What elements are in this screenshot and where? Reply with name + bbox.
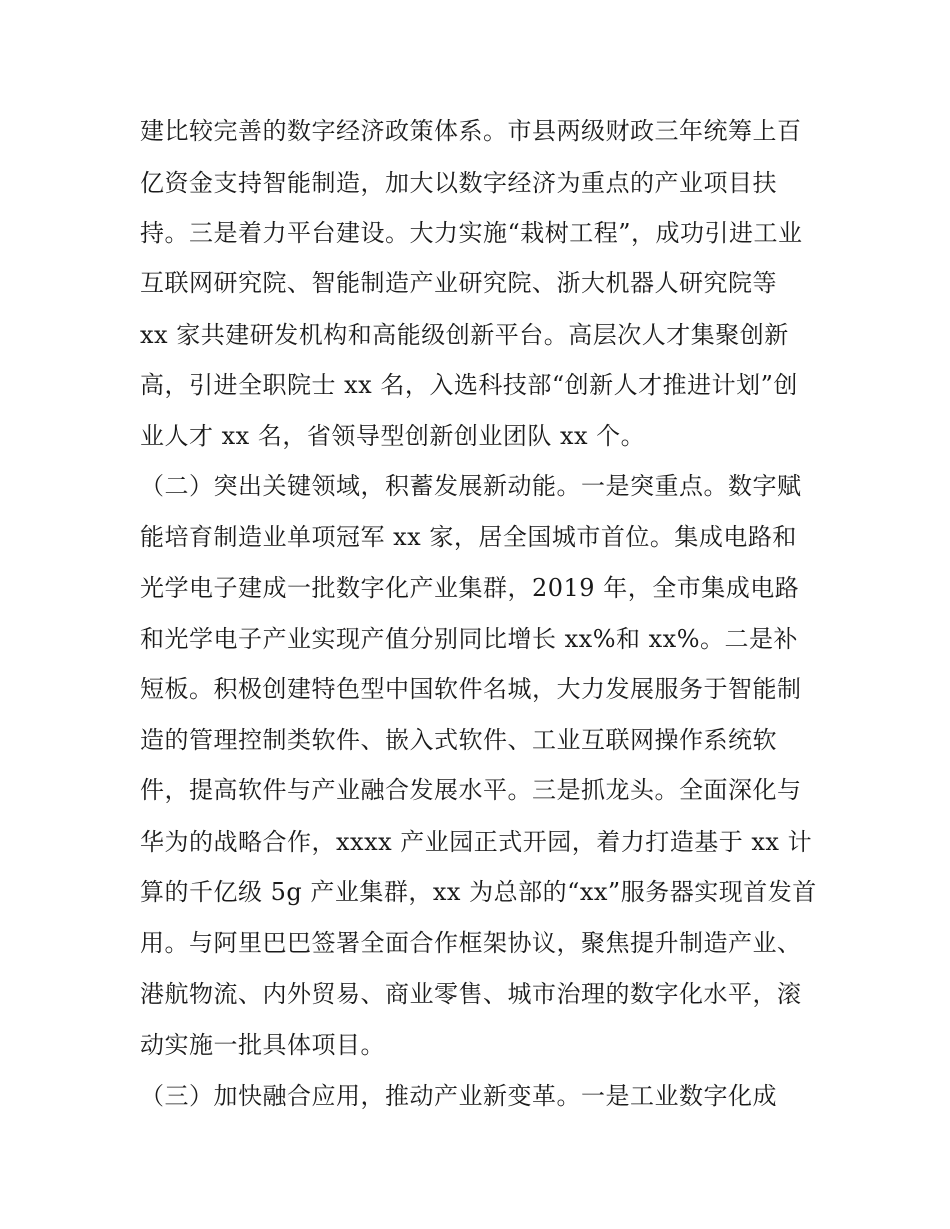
text-line: 华为的战略合作，xxxx 产业园正式开园，着力打造基于 xx 计: [140, 828, 813, 856]
text-line: 短板。积极创建特色型中国软件名城，大力发展服务于智能制: [140, 675, 802, 703]
text-line: 动实施一批具体项目。: [140, 1031, 385, 1059]
text-line: 用。与阿里巴巴签署全面合作框架协议，聚焦提升制造产业、: [140, 929, 802, 957]
text-line: 造的管理控制类软件、嵌入式软件、工业互联网操作系统软: [140, 726, 777, 754]
text-line: 高，引进全职院士 xx 名，入选科技部“创新人才推进计划”创: [140, 371, 798, 399]
text-line: 持。三是着力平台建设。大力实施“栽树工程”，成功引进工业: [140, 219, 803, 247]
text-line: 算的千亿级 5g 产业集群，xx 为总部的“xx”服务器实现首发首: [140, 878, 817, 906]
text-line: 业人才 xx 名，省领导型创新创业团队 xx 个。: [140, 422, 646, 450]
text-line: 互联网研究院、智能制造产业研究院、浙大机器人研究院等: [140, 269, 777, 297]
text-line: 亿资金支持智能制造，加大以数字经济为重点的产业项目扶: [140, 169, 777, 197]
text-line: 光学电子建成一批数字化产业集群，2019 年，全市集成电路: [140, 574, 800, 602]
text-line: 和光学电子产业实现产值分别同比增长 xx%和 xx%。二是补: [140, 625, 799, 653]
text-line: 件，提高软件与产业融合发展水平。三是抓龙头。全面深化与: [140, 776, 802, 804]
text-line: 能培育制造业单项冠军 xx 家，居全国城市首位。集成电路和: [140, 523, 797, 551]
text-line: 建比较完善的数字经济政策体系。市县两级财政三年统筹上百: [140, 117, 802, 145]
text-line: xx 家共建研发机构和高能级创新平台。高层次人才集聚创新: [140, 321, 789, 349]
paragraph-heading-line: （二）突出关键领域，积蓄发展新动能。一是突重点。数字赋: [140, 472, 802, 500]
paragraph-heading-line: （三）加快融合应用，推动产业新变革。一是工业数字化成: [140, 1082, 777, 1110]
text-line: 港航物流、内外贸易、商业零售、城市治理的数字化水平，滚: [140, 980, 802, 1008]
